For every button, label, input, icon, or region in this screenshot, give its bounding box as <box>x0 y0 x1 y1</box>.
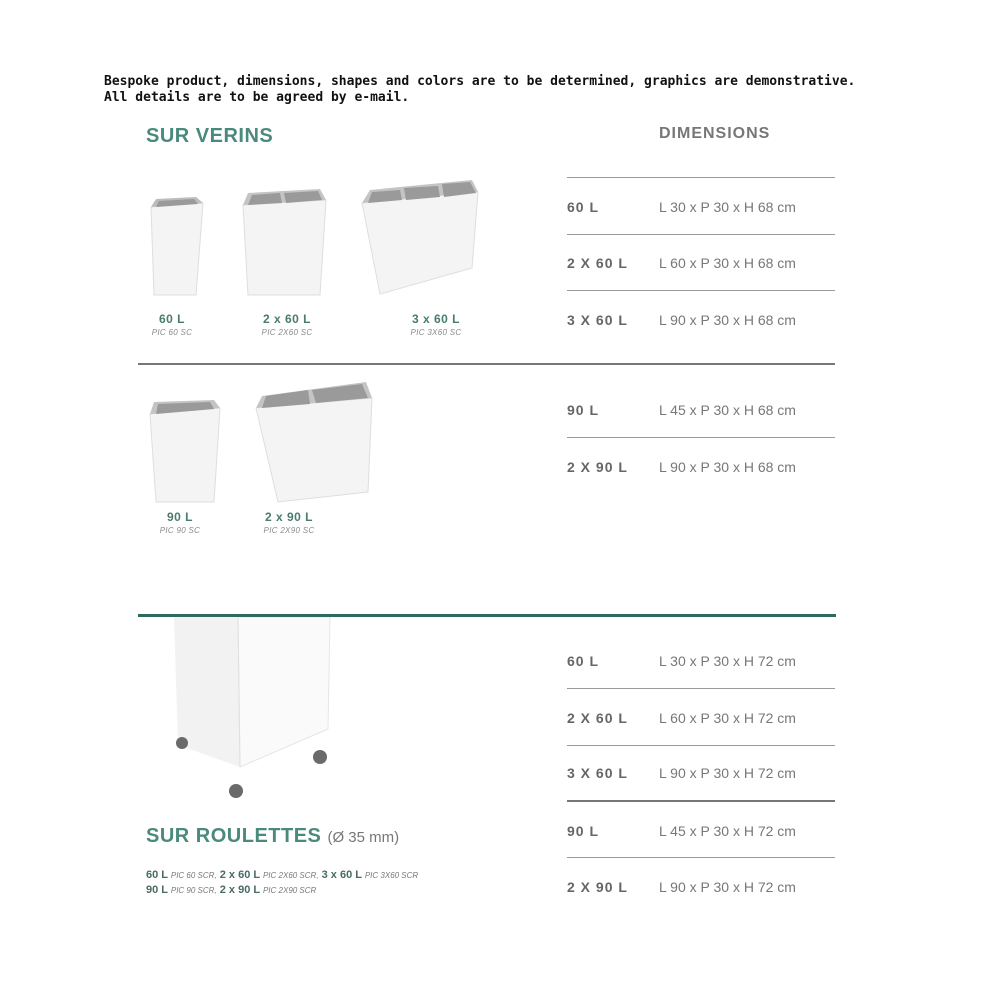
table-divider <box>567 290 835 291</box>
caption-code: PIC 2X60 SC <box>261 328 313 337</box>
model-name: 3 x 60 L <box>321 869 362 881</box>
model-name: 2 x 60 L <box>219 869 260 881</box>
row-dimensions: L 90 x P 30 x H 72 cm <box>659 879 796 895</box>
disclaimer-text: Bespoke product, dimensions, shapes and colors are to be determined, graphics are demonstrative. All details are to be agreed by e-mail. <box>104 74 856 105</box>
row-dimensions: L 60 x P 30 x H 68 cm <box>659 255 796 271</box>
model-code: PIC 90 SCR, <box>170 886 217 895</box>
caption-code: PIC 60 SC <box>151 328 193 337</box>
model-name: 90 L <box>146 884 168 896</box>
row-dimensions: L 90 x P 30 x H 68 cm <box>659 312 796 328</box>
model-code: PIC 60 SCR, <box>170 871 217 880</box>
row-size: 60 L <box>567 653 600 669</box>
row-dimensions: L 45 x P 30 x H 68 cm <box>659 402 796 418</box>
model-code: PIC 3X60 SCR <box>364 871 419 880</box>
row-dimensions: L 90 x P 30 x H 68 cm <box>659 459 796 475</box>
row-size: 3 X 60 L <box>567 312 628 328</box>
section-title-text: SUR ROULETTES <box>146 825 322 847</box>
section-title-roulettes <box>146 825 399 848</box>
row-size: 2 X 90 L <box>567 879 628 895</box>
section-title-verins: SUR VERINS <box>146 125 274 147</box>
caption-name: 90 L <box>166 510 193 524</box>
planter-60l-image <box>146 195 208 297</box>
table-divider <box>567 688 835 689</box>
row-size: 90 L <box>567 823 600 839</box>
planter-2x90l-image <box>254 380 376 504</box>
model-name: 60 L <box>146 869 168 881</box>
row-dimensions: L 90 x P 30 x H 72 cm <box>659 765 796 781</box>
model-code: PIC 2X90 SCR <box>262 886 317 895</box>
row-size: 2 X 60 L <box>567 710 628 726</box>
wheel-diameter-note: (Ø 35 mm) <box>327 829 400 846</box>
row-dimensions: L 30 x P 30 x H 68 cm <box>659 199 796 215</box>
row-size: 2 X 60 L <box>567 255 628 271</box>
row-size: 60 L <box>567 199 600 215</box>
caption-code: PIC 2X90 SC <box>263 526 315 535</box>
row-dimensions: L 60 x P 30 x H 72 cm <box>659 710 796 726</box>
table-divider <box>567 234 835 235</box>
caption-name: 3 x 60 L <box>411 312 461 326</box>
model-code: PIC 2X60 SCR, <box>262 871 319 880</box>
caption-name: 2 x 90 L <box>264 510 314 524</box>
row-size: 2 X 90 L <box>567 459 628 475</box>
roulettes-models-line-1 <box>146 869 418 881</box>
row-dimensions: L 30 x P 30 x H 72 cm <box>659 653 796 669</box>
planter-2x60l-image <box>240 185 330 297</box>
row-dimensions: L 45 x P 30 x H 72 cm <box>659 823 796 839</box>
roulettes-models-line-2 <box>146 884 316 896</box>
table-divider <box>567 857 835 858</box>
table-divider <box>567 177 835 178</box>
caption-code: PIC 3X60 SC <box>410 328 462 337</box>
table-divider <box>567 745 835 746</box>
table-divider <box>567 437 835 438</box>
caption-name: 2 x 60 L <box>262 312 312 326</box>
planter-3x60l-image <box>360 178 482 296</box>
caption-code: PIC 90 SC <box>159 526 201 535</box>
row-size: 3 X 60 L <box>567 765 628 781</box>
caption-name: 60 L <box>158 312 185 326</box>
model-name: 2 x 90 L <box>219 884 260 896</box>
row-size: 90 L <box>567 402 600 418</box>
dimensions-title: DIMENSIONS <box>659 125 771 142</box>
table-divider <box>567 800 835 802</box>
planter-roulettes-image <box>168 617 358 803</box>
section-divider <box>138 363 835 365</box>
planter-90l-image <box>146 398 224 504</box>
